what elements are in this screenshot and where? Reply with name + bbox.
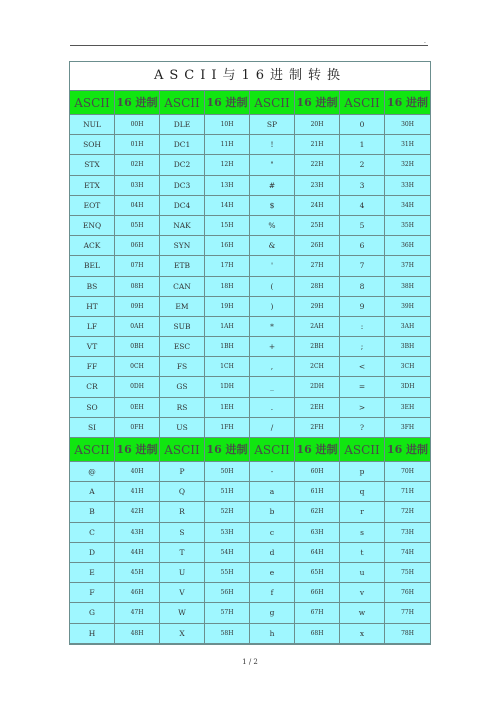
hex-cell: 75H [385, 563, 430, 583]
char-cell: 8 [340, 277, 385, 297]
char-cell: ? [340, 418, 385, 438]
char-cell: 7 [340, 256, 385, 276]
char-cell: $ [250, 196, 295, 216]
hex-cell: 02H [115, 155, 160, 175]
header-hex: 16 进制 [385, 91, 430, 115]
char-cell: + [250, 337, 295, 357]
char-cell: BS [70, 277, 115, 297]
hex-cell: 30H [385, 115, 430, 135]
hex-cell: 0EH [115, 398, 160, 418]
char-cell: GS [160, 377, 205, 397]
hex-cell: 26H [295, 236, 340, 256]
char-cell: DC1 [160, 135, 205, 155]
char-cell: F [70, 583, 115, 603]
header-hex: 16 进制 [295, 438, 340, 462]
hex-cell: 1AH [205, 317, 250, 337]
char-cell: H [70, 624, 115, 644]
char-cell: SP [250, 115, 295, 135]
hex-cell: 3EH [385, 398, 430, 418]
char-cell: DC2 [160, 155, 205, 175]
hex-cell: 08H [115, 277, 160, 297]
char-cell: RS [160, 398, 205, 418]
table-row [70, 603, 430, 623]
char-cell: - [250, 462, 295, 482]
hex-cell: 33H [385, 176, 430, 196]
hex-cell: 73H [385, 523, 430, 543]
hex-cell: 47H [115, 603, 160, 623]
hex-cell: 2BH [295, 337, 340, 357]
char-cell: 6 [340, 236, 385, 256]
char-cell: ESC [160, 337, 205, 357]
header-rule [70, 45, 428, 46]
hex-cell: 42H [115, 502, 160, 522]
char-cell: 0 [340, 115, 385, 135]
header-ascii: ASCII [250, 438, 295, 462]
hex-cell: 74H [385, 543, 430, 563]
hex-cell: 52H [205, 502, 250, 522]
hex-cell: 3DH [385, 377, 430, 397]
char-cell: STX [70, 155, 115, 175]
char-cell: f [250, 583, 295, 603]
char-cell: ENQ [70, 216, 115, 236]
hex-cell: 3FH [385, 418, 430, 438]
hex-cell: 41H [115, 482, 160, 502]
char-cell: x [340, 624, 385, 644]
ascii-hex-table [69, 61, 431, 645]
header-hex: 16 进制 [385, 438, 430, 462]
hex-cell: 50H [205, 462, 250, 482]
hex-cell: 2EH [295, 398, 340, 418]
hex-cell: 3CH [385, 357, 430, 377]
hex-cell: 06H [115, 236, 160, 256]
char-cell: ETB [160, 256, 205, 276]
hex-cell: 1BH [205, 337, 250, 357]
char-cell: Q [160, 482, 205, 502]
hex-cell: 72H [385, 502, 430, 522]
table-row [70, 502, 430, 522]
header-hex: 16 进制 [295, 91, 340, 115]
header-ascii: ASCII [70, 438, 115, 462]
hex-cell: 65H [295, 563, 340, 583]
hex-cell: 0BH [115, 337, 160, 357]
hex-cell: 2DH [295, 377, 340, 397]
char-cell: s [340, 523, 385, 543]
hex-cell: 68H [295, 624, 340, 644]
char-cell: v [340, 583, 385, 603]
header-ascii: ASCII [340, 438, 385, 462]
char-cell: , [250, 357, 295, 377]
hex-cell: 0DH [115, 377, 160, 397]
hex-cell: 24H [295, 196, 340, 216]
hex-cell: 45H [115, 563, 160, 583]
table-row [70, 115, 430, 135]
table-row [70, 155, 430, 175]
header-ascii: ASCII [340, 91, 385, 115]
table-row [70, 543, 430, 563]
hex-cell: 56H [205, 583, 250, 603]
char-cell: 4 [340, 196, 385, 216]
hex-cell: 03H [115, 176, 160, 196]
table-section-1 [70, 91, 430, 438]
char-cell: DC3 [160, 176, 205, 196]
table-row [70, 216, 430, 236]
hex-cell: 1EH [205, 398, 250, 418]
hex-cell: 0AH [115, 317, 160, 337]
hex-cell: 77H [385, 603, 430, 623]
char-cell: = [340, 377, 385, 397]
hex-cell: 48H [115, 624, 160, 644]
char-cell: 1 [340, 135, 385, 155]
hex-cell: 1CH [205, 357, 250, 377]
hex-cell: 05H [115, 216, 160, 236]
hex-cell: 3AH [385, 317, 430, 337]
hex-cell: 21H [295, 135, 340, 155]
table-row [70, 357, 430, 377]
hex-cell: 44H [115, 543, 160, 563]
hex-cell: 2FH [295, 418, 340, 438]
hex-cell: 27H [295, 256, 340, 276]
table-row [70, 624, 430, 644]
hex-cell: 61H [295, 482, 340, 502]
char-cell: SOH [70, 135, 115, 155]
hex-cell: 25H [295, 216, 340, 236]
char-cell: W [160, 603, 205, 623]
char-cell: ! [250, 135, 295, 155]
hex-cell: 10H [205, 115, 250, 135]
char-cell: % [250, 216, 295, 236]
hex-cell: 37H [385, 256, 430, 276]
char-cell: ; [340, 337, 385, 357]
char-cell: ETX [70, 176, 115, 196]
char-cell: BEL [70, 256, 115, 276]
char-cell: / [250, 418, 295, 438]
table-row [70, 236, 430, 256]
char-cell: HT [70, 297, 115, 317]
char-cell: R [160, 502, 205, 522]
hex-cell: 53H [205, 523, 250, 543]
header-hex: 16 进制 [115, 91, 160, 115]
char-cell: A [70, 482, 115, 502]
char-cell: c [250, 523, 295, 543]
hex-cell: 32H [385, 155, 430, 175]
char-cell: _ [250, 377, 295, 397]
char-cell: SI [70, 418, 115, 438]
char-cell: q [340, 482, 385, 502]
char-cell: G [70, 603, 115, 623]
hex-cell: 34H [385, 196, 430, 216]
char-cell: 9 [340, 297, 385, 317]
table-row [70, 418, 430, 438]
char-cell: DLE [160, 115, 205, 135]
hex-cell: 71H [385, 482, 430, 502]
hex-cell: 62H [295, 502, 340, 522]
char-cell: @ [70, 462, 115, 482]
char-cell: CAN [160, 277, 205, 297]
header-row [70, 438, 430, 462]
char-cell: T [160, 543, 205, 563]
table-title: ASCII与16进制转换 [70, 62, 430, 91]
header-hex: 16 进制 [205, 438, 250, 462]
hex-cell: 57H [205, 603, 250, 623]
hex-cell: 15H [205, 216, 250, 236]
char-cell: C [70, 523, 115, 543]
char-cell: ( [250, 277, 295, 297]
char-cell: t [340, 543, 385, 563]
char-cell: EOT [70, 196, 115, 216]
page-number: 1 / 2 [242, 658, 258, 666]
char-cell: E [70, 563, 115, 583]
hex-cell: 3BH [385, 337, 430, 357]
header-ascii: ASCII [250, 91, 295, 115]
table-row [70, 482, 430, 502]
char-cell: 2 [340, 155, 385, 175]
hex-cell: 04H [115, 196, 160, 216]
hex-cell: 17H [205, 256, 250, 276]
char-cell: 3 [340, 176, 385, 196]
hex-cell: 46H [115, 583, 160, 603]
char-cell: e [250, 563, 295, 583]
char-cell: B [70, 502, 115, 522]
table-row [70, 277, 430, 297]
char-cell: d [250, 543, 295, 563]
hex-cell: 55H [205, 563, 250, 583]
hex-cell: 11H [205, 135, 250, 155]
char-cell: SUB [160, 317, 205, 337]
hex-cell: 13H [205, 176, 250, 196]
char-cell: g [250, 603, 295, 623]
char-cell: D [70, 543, 115, 563]
hex-cell: 43H [115, 523, 160, 543]
hex-cell: 2CH [295, 357, 340, 377]
hex-cell: 63H [295, 523, 340, 543]
header-ascii: ASCII [160, 438, 205, 462]
table-row [70, 523, 430, 543]
char-cell: h [250, 624, 295, 644]
char-cell: w [340, 603, 385, 623]
table-row [70, 317, 430, 337]
hex-cell: 29H [295, 297, 340, 317]
header-hex: 16 进制 [205, 91, 250, 115]
header-ascii: ASCII [70, 91, 115, 115]
hex-cell: 0FH [115, 418, 160, 438]
char-cell: # [250, 176, 295, 196]
hex-cell: 01H [115, 135, 160, 155]
hex-cell: 19H [205, 297, 250, 317]
hex-cell: 64H [295, 543, 340, 563]
table-row [70, 196, 430, 216]
hex-cell: 40H [115, 462, 160, 482]
hex-cell: 23H [295, 176, 340, 196]
corner-mark: . [424, 38, 426, 45]
table-row [70, 337, 430, 357]
table-row [70, 583, 430, 603]
hex-cell: 18H [205, 277, 250, 297]
table-row [70, 398, 430, 418]
char-cell: < [340, 357, 385, 377]
table-row [70, 297, 430, 317]
char-cell: > [340, 398, 385, 418]
char-cell: ) [250, 297, 295, 317]
table-row [70, 135, 430, 155]
char-cell: NUL [70, 115, 115, 135]
hex-cell: 09H [115, 297, 160, 317]
hex-cell: 16H [205, 236, 250, 256]
hex-cell: 0CH [115, 357, 160, 377]
hex-cell: 00H [115, 115, 160, 135]
char-cell: EM [160, 297, 205, 317]
char-cell: b [250, 502, 295, 522]
header-hex: 16 进制 [115, 438, 160, 462]
char-cell: a [250, 482, 295, 502]
hex-cell: 76H [385, 583, 430, 603]
hex-cell: 78H [385, 624, 430, 644]
hex-cell: 38H [385, 277, 430, 297]
char-cell: SO [70, 398, 115, 418]
char-cell: * [250, 317, 295, 337]
hex-cell: 54H [205, 543, 250, 563]
char-cell: NAK [160, 216, 205, 236]
hex-cell: 14H [205, 196, 250, 216]
char-cell: FF [70, 357, 115, 377]
char-cell: : [340, 317, 385, 337]
hex-cell: 35H [385, 216, 430, 236]
char-cell: SYN [160, 236, 205, 256]
hex-cell: 58H [205, 624, 250, 644]
hex-cell: 1FH [205, 418, 250, 438]
hex-cell: 28H [295, 277, 340, 297]
hex-cell: 20H [295, 115, 340, 135]
hex-cell: 51H [205, 482, 250, 502]
char-cell: . [250, 398, 295, 418]
char-cell: p [340, 462, 385, 482]
hex-cell: 22H [295, 155, 340, 175]
hex-cell: 66H [295, 583, 340, 603]
char-cell: r [340, 502, 385, 522]
char-cell: U [160, 563, 205, 583]
header-row [70, 91, 430, 115]
table-row [70, 256, 430, 276]
char-cell: US [160, 418, 205, 438]
char-cell: FS [160, 357, 205, 377]
hex-cell: 2AH [295, 317, 340, 337]
table-row [70, 563, 430, 583]
hex-cell: 31H [385, 135, 430, 155]
char-cell: V [160, 583, 205, 603]
hex-cell: 36H [385, 236, 430, 256]
hex-cell: 70H [385, 462, 430, 482]
char-cell: " [250, 155, 295, 175]
char-cell: VT [70, 337, 115, 357]
table-row [70, 377, 430, 397]
char-cell: X [160, 624, 205, 644]
char-cell: & [250, 236, 295, 256]
table-section-2 [70, 438, 430, 644]
char-cell: P [160, 462, 205, 482]
char-cell: ACK [70, 236, 115, 256]
char-cell: 5 [340, 216, 385, 236]
char-cell: CR [70, 377, 115, 397]
header-ascii: ASCII [160, 91, 205, 115]
hex-cell: 60H [295, 462, 340, 482]
char-cell: LF [70, 317, 115, 337]
table-row [70, 462, 430, 482]
char-cell: S [160, 523, 205, 543]
hex-cell: 1DH [205, 377, 250, 397]
char-cell: ' [250, 256, 295, 276]
char-cell: u [340, 563, 385, 583]
char-cell: DC4 [160, 196, 205, 216]
hex-cell: 07H [115, 256, 160, 276]
hex-cell: 67H [295, 603, 340, 623]
hex-cell: 39H [385, 297, 430, 317]
hex-cell: 12H [205, 155, 250, 175]
table-row [70, 176, 430, 196]
